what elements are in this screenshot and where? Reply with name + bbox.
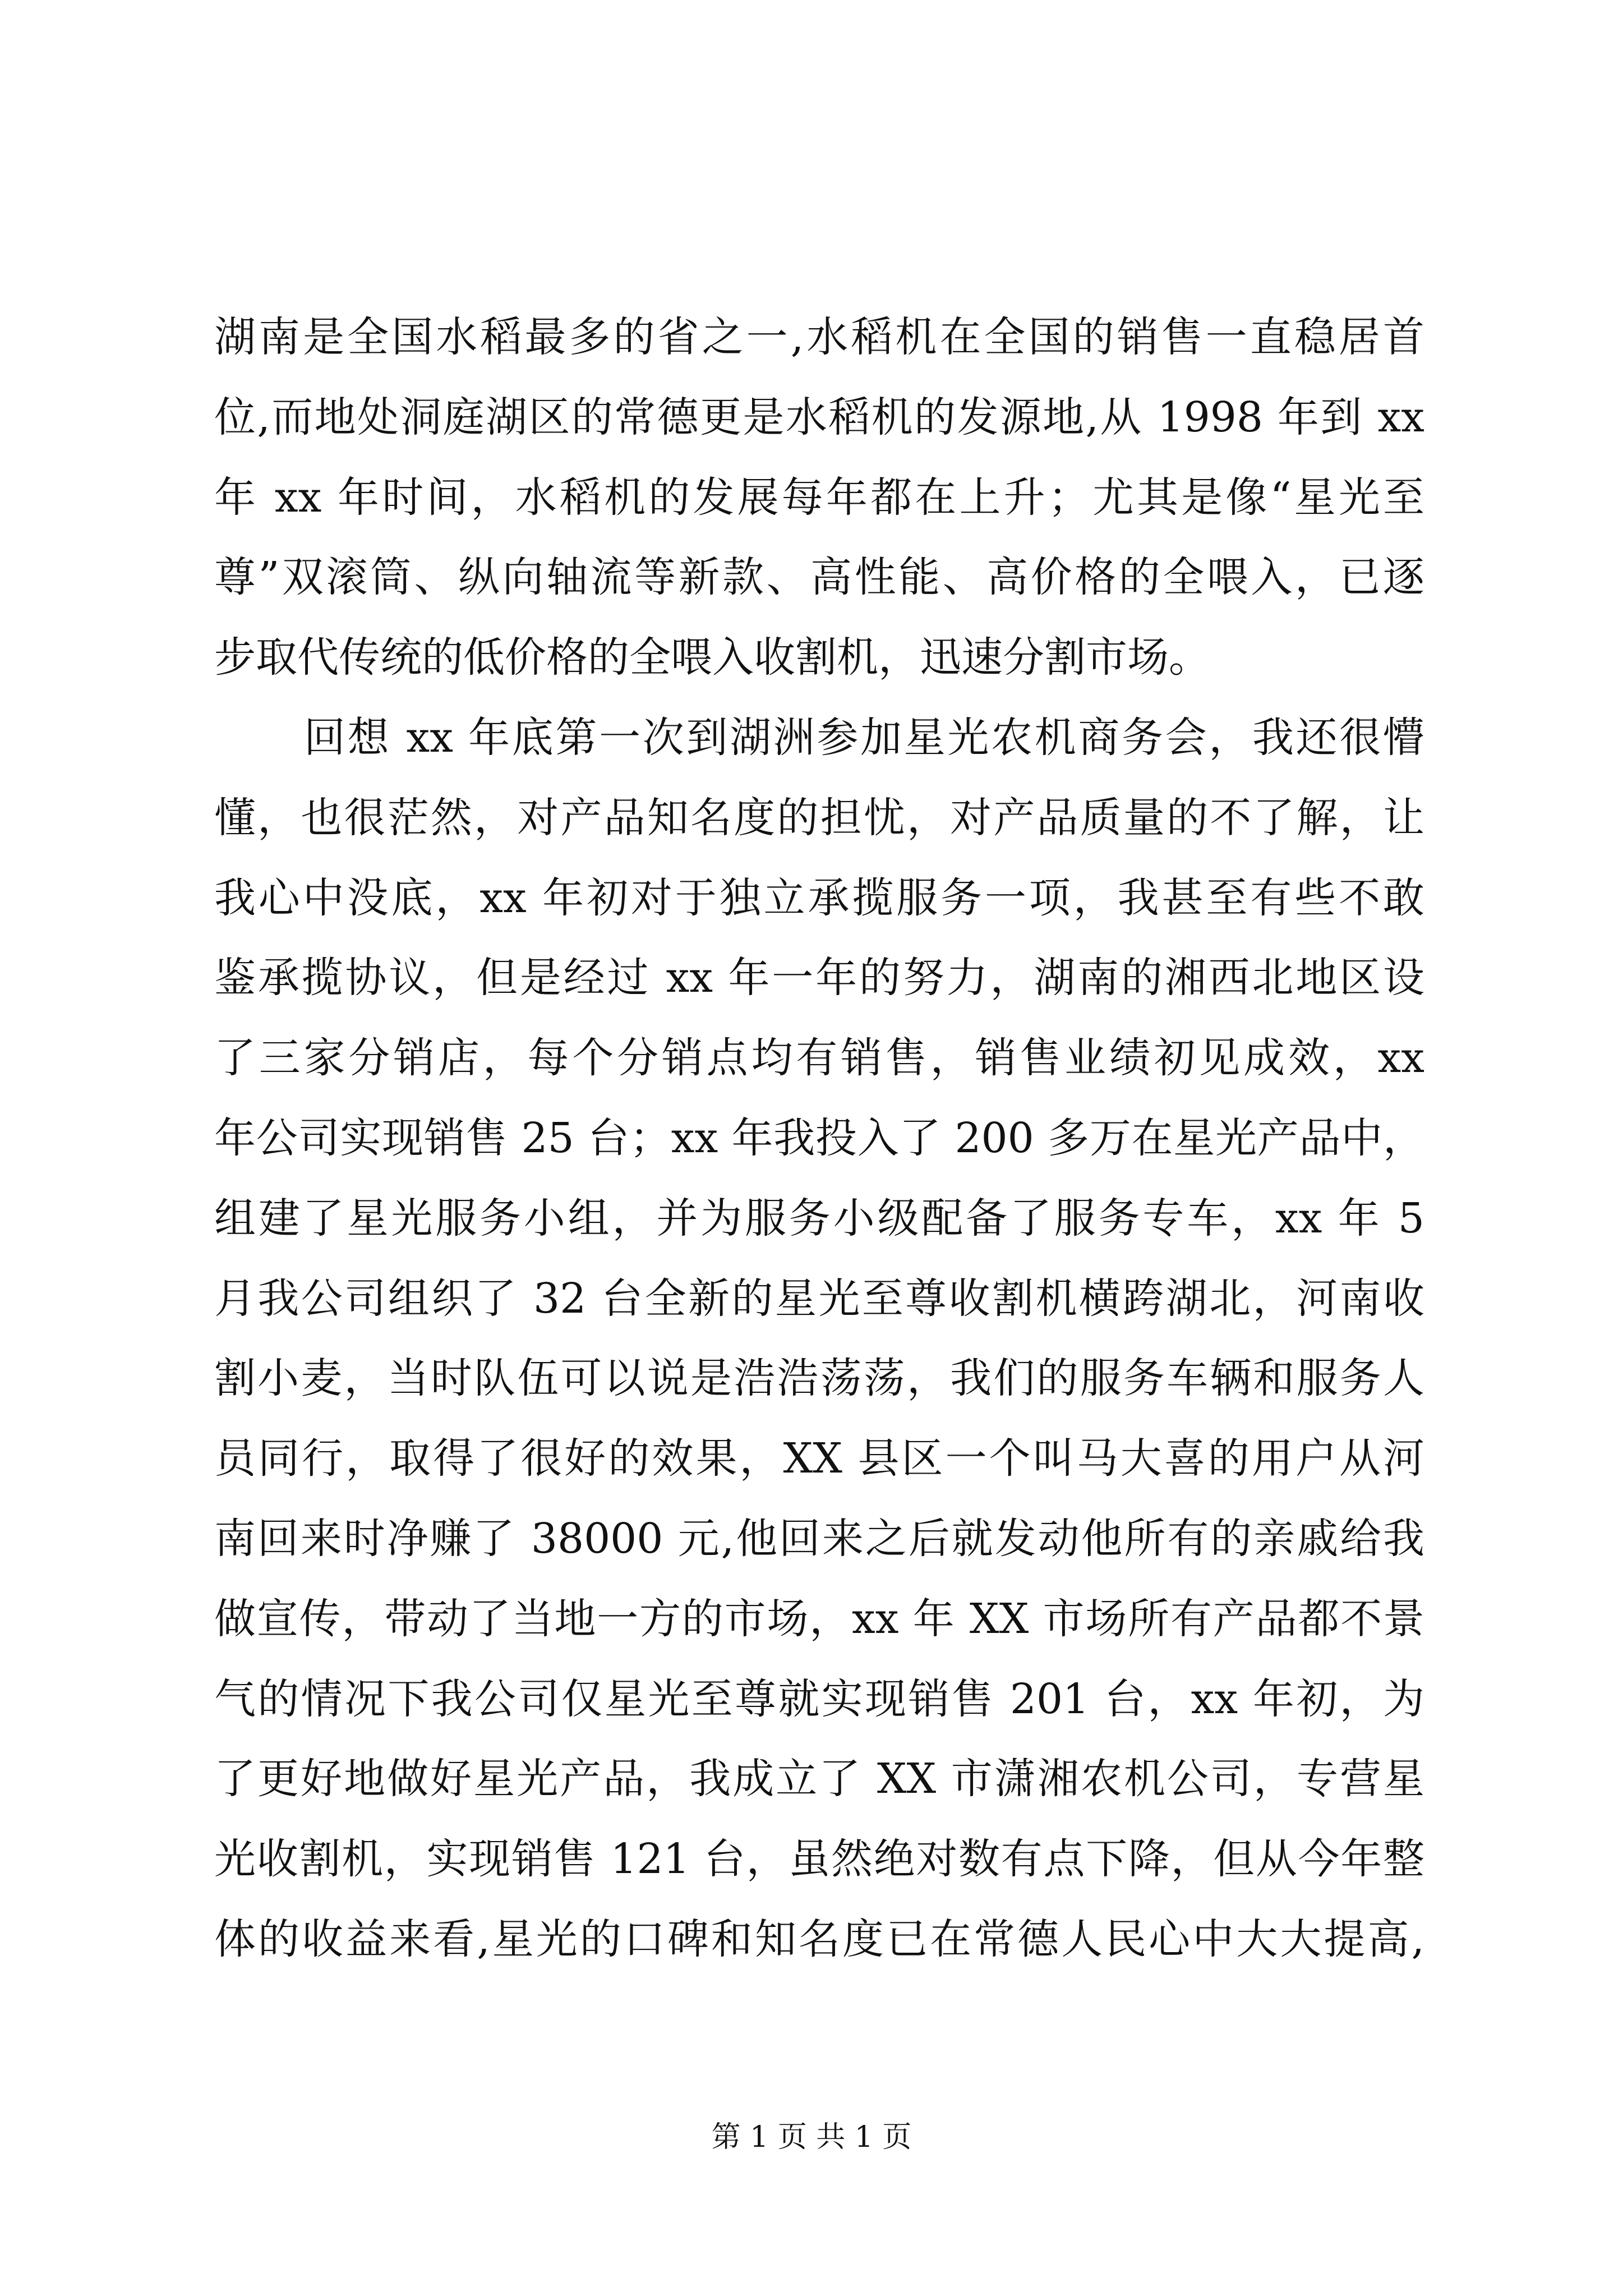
text-line: 尊”双滚筒、纵向轴流等新款、高性能、高价格的全喂入，已逐 xyxy=(214,553,1424,602)
text-line: 组建了星光服务小组，并为服务小级配备了服务专车，xx 年 5 xyxy=(214,1194,1424,1243)
text-line: 气的情况下我公司仅星光至尊就实现销售 201 台，xx 年初，为 xyxy=(214,1674,1424,1723)
text-line: 回想 xx 年底第一次到湖洲参加星光农机商务会，我还很懵 xyxy=(304,713,1424,762)
document-body xyxy=(214,297,1424,1980)
text-line: 湖南是全国水稻最多的省之一,水稻机在全国的销售一直稳居首 xyxy=(214,313,1424,361)
text-line: 位,而地处洞庭湖区的常德更是水稻机的发源地,从 1998 年到 xx xyxy=(214,393,1424,441)
text-line: 鉴承揽协议，但是经过 xx 年一年的努力，湖南的湘西北地区设 xyxy=(214,954,1424,1002)
text-line: 月我公司组织了 32 台全新的星光至尊收割机横跨湖北，河南收 xyxy=(214,1274,1424,1323)
text-line: 步取代传统的低价格的全喂入收割机，迅速分割市场。 xyxy=(214,633,1210,682)
text-line: 了更好地做好星光产品，我成立了 XX 市潇湘农机公司，专营星 xyxy=(214,1755,1424,1803)
text-line: 员同行，取得了很好的效果，XX 县区一个叫马大喜的用户从河 xyxy=(214,1434,1424,1483)
text-line: 光收割机，实现销售 121 台，虽然绝对数有点下降，但从今年整 xyxy=(214,1835,1424,1884)
text-line: 我心中没底，xx 年初对于独立承揽服务一项，我甚至有些不敢 xyxy=(214,873,1424,922)
text-line: 做宣传，带动了当地一方的市场，xx 年 XX 市场所有产品都不景 xyxy=(214,1594,1424,1643)
text-line: 年 xx 年时间，水稻机的发展每年都在上升；尤其是像“星光至 xyxy=(214,473,1424,522)
paragraph-2 xyxy=(214,698,1424,1980)
text-line: 懂，也很茫然，对产品知名度的担忧，对产品质量的不了解，让 xyxy=(214,793,1424,842)
page-footer: 第 1 页 共 1 页 xyxy=(711,2120,912,2154)
text-line: 年公司实现销售 25 台；xx 年我投入了 200 多万在星光产品中， xyxy=(214,1114,1424,1162)
paragraph-1 xyxy=(214,297,1424,698)
text-line: 体的收益来看,星光的口碑和知名度已在常德人民心中大大提高, xyxy=(214,1915,1424,1963)
text-line: 割小麦，当时队伍可以说是浩浩荡荡，我们的服务车辆和服务人 xyxy=(214,1354,1424,1403)
text-line: 了三家分销店，每个分销点均有销售，销售业绩初见成效，xx xyxy=(214,1034,1424,1083)
text-line: 南回来时净赚了 38000 元,他回来之后就发动他所有的亲戚给我 xyxy=(214,1514,1424,1563)
